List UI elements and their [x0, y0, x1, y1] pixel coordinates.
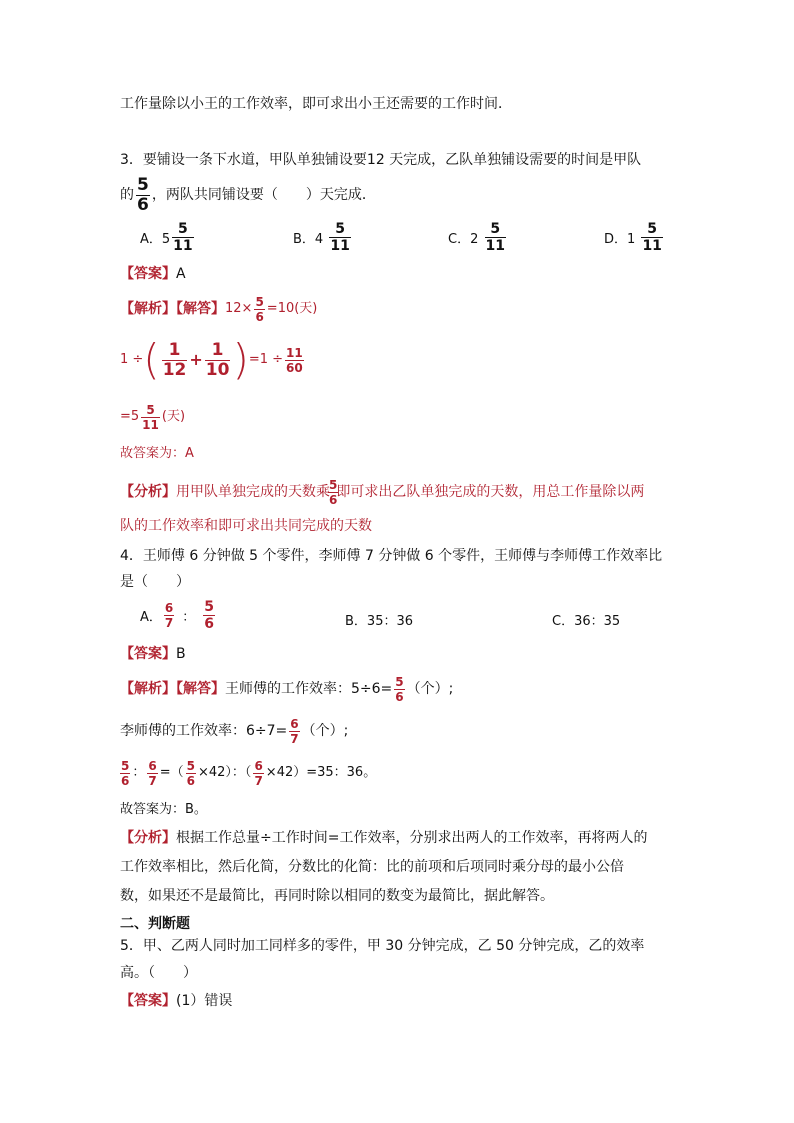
- fraction-denominator: 6: [121, 773, 130, 788]
- option-label: A．: [140, 610, 162, 625]
- ratio-colon: ：: [132, 765, 146, 780]
- fraction-denominator: 6: [186, 773, 195, 788]
- fraction-numerator: 5: [647, 221, 658, 237]
- fenxi-text: 用甲队单独完成的天数乘: [176, 484, 330, 500]
- fraction-denominator: 7: [290, 731, 299, 746]
- q4-analysis-line1: [120, 672, 453, 706]
- fraction-numerator: 11: [286, 345, 303, 360]
- option-fraction: [329, 222, 350, 253]
- fraction-denominator: 10: [205, 359, 230, 380]
- fraction-denominator: 6: [255, 309, 264, 324]
- q4-option-a: [140, 600, 217, 631]
- calc-text: =5: [120, 409, 140, 424]
- fenxi-text: 即可求出乙队单独完成的天数，用总工作量除以两: [336, 484, 645, 500]
- calc-text: 12×: [225, 301, 253, 316]
- calc-fraction: [285, 347, 304, 374]
- option-label: B．4: [293, 232, 324, 247]
- q3-option-b: [293, 222, 353, 253]
- q5-stem-line1: 5．甲、乙两人同时加工同样多的零件，甲 30 分钟完成，乙 50 分钟完成，乙的效率: [120, 938, 645, 954]
- fenxi-tag: 【分析】: [120, 484, 176, 500]
- q3-stem-suffix: ，两队共同铺设要（ ）天完成．: [151, 187, 376, 203]
- q4-option-b: B．35：36: [345, 614, 414, 629]
- right-paren: ): [232, 335, 249, 384]
- intro-text: 工作量除以小王的工作效率，即可求出小王还需要的工作时间．: [120, 96, 512, 112]
- fraction-denominator: 12: [162, 359, 187, 380]
- q3-fenxi-line2: 队的工作效率和即可求出共同完成的天数: [120, 518, 372, 534]
- q4-analysis-line2: [120, 714, 348, 748]
- option-fraction: [641, 222, 662, 253]
- left-paren: (: [143, 335, 160, 384]
- analysis-tag: 【解析】【解答】: [120, 301, 225, 317]
- fraction-denominator: 7: [164, 616, 174, 630]
- calc-text: =1 ÷: [248, 352, 284, 367]
- answer-tag: 【答案】: [120, 646, 176, 662]
- calc-fraction: [120, 760, 130, 787]
- fraction-numerator: 1: [211, 339, 224, 360]
- calc-text: 王师傅的工作效率：5÷6=: [225, 681, 393, 697]
- q3-analysis-line3: [120, 400, 185, 434]
- option-fraction: [203, 600, 215, 631]
- calc-fraction: [147, 760, 157, 787]
- calc-text: ×42）=35：36。: [265, 765, 377, 780]
- q5-stem-line2: 高。（ ）: [120, 965, 197, 981]
- q3-fenxi-line1: [120, 478, 644, 506]
- fraction-numerator: 6: [164, 601, 174, 615]
- ratio-colon: ：: [182, 610, 196, 625]
- q3-option-c: [448, 222, 508, 253]
- fraction-denominator: 11: [485, 238, 505, 254]
- q4-fenxi-line1: [120, 828, 647, 848]
- calc-fraction: [186, 760, 196, 787]
- q5-answer: [120, 991, 232, 1011]
- calc-fraction: [205, 339, 231, 380]
- calc-text: （个）;: [301, 723, 349, 739]
- answer-value: B: [176, 646, 186, 662]
- fraction-numerator: 5: [178, 221, 188, 237]
- fenxi-tag: 【分析】: [120, 830, 176, 846]
- q3-stem-prefix: 的: [120, 187, 134, 203]
- q3-conclusion: 故答案为：A: [120, 446, 194, 461]
- fraction-numerator: 5: [329, 477, 338, 492]
- fraction-denominator: 11: [142, 417, 159, 432]
- calc-fraction: [394, 676, 404, 703]
- option-fraction: [172, 222, 193, 253]
- fraction-numerator: 5: [137, 174, 149, 195]
- answer-value: (1）错误: [176, 993, 233, 1009]
- answer-tag: 【答案】: [120, 993, 176, 1009]
- calc-text: 1 ÷: [120, 352, 144, 367]
- fraction-denominator: 6: [329, 492, 338, 507]
- calc-fraction: [162, 339, 188, 380]
- option-label: C．2: [448, 232, 479, 247]
- fraction-numerator: 1: [168, 339, 181, 360]
- q3-analysis-line1: [120, 292, 317, 326]
- analysis-tag: 【解析】【解答】: [120, 681, 225, 697]
- calc-text: (天): [161, 409, 186, 424]
- fraction-numerator: 5: [186, 758, 195, 773]
- fraction-denominator: 6: [204, 616, 215, 632]
- option-fraction: [164, 602, 174, 629]
- q4-conclusion: 故答案为：B。: [120, 802, 207, 817]
- q4-stem-line1: 4．王师傅 6 分钟做 5 个零件，李师傅 7 分钟做 6 个零件，王师傅与李师傅工作效率比: [120, 548, 663, 564]
- q4-fenxi-line2: 工作效率相比，然后化简，分数比的化简：比的前项和后项同时乘分母的最小公倍: [120, 859, 624, 875]
- q3-stem-line2: [120, 174, 376, 215]
- calc-fraction: [254, 296, 264, 323]
- option-label: D．1: [604, 232, 636, 247]
- calc-text: ×42）：（: [198, 765, 252, 780]
- q4-analysis-line3: [120, 756, 376, 790]
- q3-stem-line1: 3．要铺设一条下水道，甲队单独铺设要12 天完成，乙队单独铺设需要的时间是甲队: [120, 152, 642, 168]
- fraction-denominator: 11: [173, 238, 193, 254]
- fraction-numerator: 5: [255, 294, 264, 309]
- q3-answer: [120, 264, 186, 284]
- fenxi-text: 根据工作总量÷工作时间=工作效率，分别求出两人的工作效率，再将两人的: [176, 830, 648, 846]
- fraction-numerator: 5: [395, 674, 404, 689]
- calc-text: =10(天): [266, 301, 318, 316]
- fraction-numerator: 6: [254, 758, 263, 773]
- calc-text: （个）;: [406, 681, 454, 697]
- fraction-numerator: 6: [290, 716, 299, 731]
- fraction-denominator: 60: [286, 360, 303, 375]
- fraction-denominator: 11: [330, 238, 350, 254]
- plus-sign: +: [189, 350, 203, 369]
- calc-fraction: [141, 404, 160, 431]
- calc-text: =（: [159, 765, 184, 780]
- fraction-denominator: 7: [148, 773, 157, 788]
- fraction-numerator: 5: [146, 402, 155, 417]
- fraction-numerator: 5: [490, 221, 501, 237]
- q3-option-a: [140, 222, 196, 253]
- calc-fraction: [289, 718, 299, 745]
- calc-text: 李师傅的工作效率：6÷7=: [120, 723, 288, 739]
- section-title: 二、判断题: [120, 916, 190, 932]
- fraction-denominator: 6: [137, 194, 149, 215]
- fraction-numerator: 5: [204, 599, 215, 615]
- q4-answer: [120, 644, 186, 664]
- fraction-numerator: 5: [121, 758, 130, 773]
- q3-analysis-line2: [120, 336, 306, 384]
- q3-stem-fraction: [136, 174, 150, 215]
- option-fraction: [485, 222, 506, 253]
- q3-option-d: [604, 222, 665, 253]
- fraction-denominator: 7: [254, 773, 263, 788]
- fraction-numerator: 6: [148, 758, 157, 773]
- calc-fraction: [253, 760, 263, 787]
- fraction-numerator: 5: [335, 221, 345, 237]
- q4-stem-line2: 是（ ）: [120, 574, 190, 590]
- fraction-denominator: 6: [395, 689, 404, 704]
- q4-fenxi-line3: 数，如果还不是最简比，再同时除以相同的数变为最简比，据此解答。: [120, 888, 554, 904]
- option-label: A．5: [140, 232, 171, 247]
- answer-tag: 【答案】: [120, 266, 176, 282]
- fraction-denominator: 11: [642, 238, 662, 254]
- q4-option-c: C．36：35: [552, 614, 621, 629]
- answer-value: A: [176, 266, 186, 282]
